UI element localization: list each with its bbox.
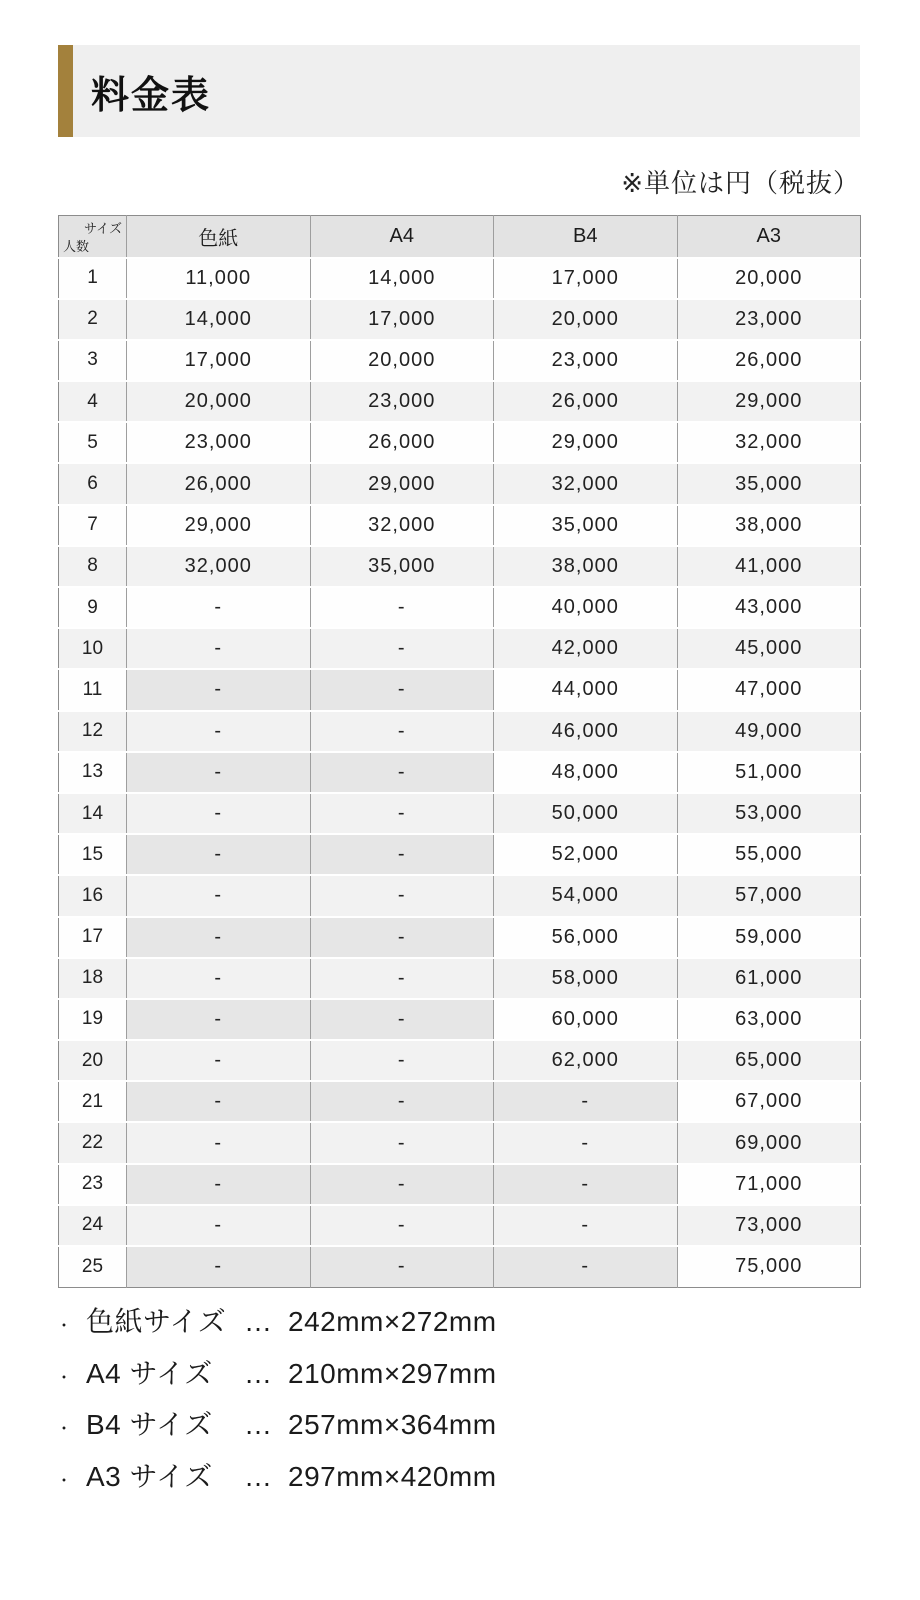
price-cell: 26,000 (310, 422, 494, 463)
table-row (59, 505, 861, 546)
table-row (59, 546, 861, 587)
row-number: 6 (59, 463, 127, 504)
row-number: 2 (59, 299, 127, 340)
price-cell: 47,000 (677, 669, 861, 710)
table-row (59, 587, 861, 628)
row-number: 10 (59, 628, 127, 669)
price-cell: 52,000 (494, 834, 678, 875)
price-cell: 38,000 (494, 546, 678, 587)
column-header-a3: A3 (677, 216, 861, 258)
price-cell: 14,000 (310, 258, 494, 299)
table-row (59, 958, 861, 999)
price-cell-empty: - (310, 875, 494, 916)
row-number: 5 (59, 422, 127, 463)
price-cell: 54,000 (494, 875, 678, 916)
bullet-icon: ・ (56, 1472, 73, 1490)
price-cell-empty: - (127, 587, 311, 628)
price-cell: 65,000 (677, 1040, 861, 1081)
price-cell: 14,000 (127, 299, 311, 340)
footnote-value: 257mm×364mm (288, 1409, 497, 1440)
price-cell-empty: - (310, 834, 494, 875)
price-cell-empty: - (310, 1040, 494, 1081)
price-cell: 60,000 (494, 999, 678, 1040)
unit-note: ※単位は円（税抜） (621, 168, 860, 198)
price-cell-empty: - (310, 917, 494, 958)
row-number: 19 (59, 999, 127, 1040)
row-number: 15 (59, 834, 127, 875)
column-header-b4: B4 (494, 216, 678, 258)
row-number: 14 (59, 793, 127, 834)
price-cell-empty: - (494, 1081, 678, 1122)
price-cell: 42,000 (494, 628, 678, 669)
price-cell: 20,000 (127, 381, 311, 422)
price-cell: 63,000 (677, 999, 861, 1040)
price-cell-empty: - (127, 1205, 311, 1246)
price-cell: 20,000 (494, 299, 678, 340)
price-cell: 35,000 (310, 546, 494, 587)
column-header-shikishi: 色紙 (127, 216, 311, 258)
price-cell: 50,000 (494, 793, 678, 834)
price-cell-empty: - (494, 1246, 678, 1287)
price-cell: 29,000 (677, 381, 861, 422)
footnote-dots: … (244, 1357, 272, 1389)
price-cell-empty: - (310, 669, 494, 710)
price-cell-empty: - (310, 999, 494, 1040)
bullet-icon: ・ (56, 1421, 73, 1438)
footnote-a4 (56, 1352, 876, 1404)
price-cell-empty: - (127, 1122, 311, 1163)
price-cell-empty: - (494, 1205, 678, 1246)
price-cell: 59,000 (677, 917, 861, 958)
corner-cell (59, 216, 127, 258)
price-cell: 26,000 (677, 340, 861, 381)
price-cell: 20,000 (677, 258, 861, 299)
table-row (59, 917, 861, 958)
table-row (59, 463, 861, 504)
price-cell-empty: - (310, 752, 494, 793)
row-number: 13 (59, 752, 127, 793)
price-cell: 38,000 (677, 505, 861, 546)
price-cell: 29,000 (494, 422, 678, 463)
price-cell: 26,000 (127, 463, 311, 504)
row-number: 16 (59, 875, 127, 916)
footnote-dots: … (244, 1460, 272, 1492)
price-cell-empty: - (310, 1205, 494, 1246)
footnote-label: B4 サイズ (86, 1409, 213, 1440)
price-cell: 35,000 (677, 463, 861, 504)
price-cell-empty: - (310, 711, 494, 752)
price-cell: 46,000 (494, 711, 678, 752)
table-header-row (59, 216, 861, 258)
price-cell: 44,000 (494, 669, 678, 710)
footnote-b4 (56, 1403, 876, 1455)
price-cell: 23,000 (494, 340, 678, 381)
table-row (59, 1040, 861, 1081)
table-row (59, 340, 861, 381)
table-row (59, 1164, 861, 1205)
price-cell-empty: - (127, 1164, 311, 1205)
table-row (59, 999, 861, 1040)
price-cell: 23,000 (127, 422, 311, 463)
price-cell-empty: - (127, 752, 311, 793)
row-number: 4 (59, 381, 127, 422)
price-cell-empty: - (127, 958, 311, 999)
footnote-a3 (56, 1455, 876, 1507)
price-cell-empty: - (127, 1081, 311, 1122)
price-cell: 20,000 (310, 340, 494, 381)
row-number: 21 (59, 1081, 127, 1122)
price-cell: 41,000 (677, 546, 861, 587)
price-cell: 32,000 (677, 422, 861, 463)
price-cell-empty: - (494, 1122, 678, 1163)
price-cell: 69,000 (677, 1122, 861, 1163)
price-cell-empty: - (310, 1081, 494, 1122)
price-cell: 40,000 (494, 587, 678, 628)
price-cell: 53,000 (677, 793, 861, 834)
price-cell: 51,000 (677, 752, 861, 793)
table-row (59, 834, 861, 875)
page-title: 料金表 (91, 74, 212, 117)
row-number: 7 (59, 505, 127, 546)
footnote-dots: … (244, 1306, 272, 1337)
column-header-a4: A4 (310, 216, 494, 258)
price-cell-empty: - (127, 1040, 311, 1081)
price-cell-empty: - (310, 587, 494, 628)
price-cell: 26,000 (494, 381, 678, 422)
footnote-dots: … (244, 1409, 272, 1440)
table-row (59, 299, 861, 340)
price-cell: 61,000 (677, 958, 861, 999)
price-cell: 67,000 (677, 1081, 861, 1122)
row-number: 18 (59, 958, 127, 999)
row-number: 17 (59, 917, 127, 958)
price-cell: 17,000 (494, 258, 678, 299)
price-cell: 75,000 (677, 1246, 861, 1287)
table-row (59, 1205, 861, 1246)
price-cell-empty: - (127, 1246, 311, 1287)
row-number: 25 (59, 1246, 127, 1287)
row-number: 24 (59, 1205, 127, 1246)
bullet-icon: ・ (56, 1369, 73, 1387)
table-row (59, 752, 861, 793)
price-cell: 17,000 (310, 299, 494, 340)
row-number: 11 (59, 669, 127, 710)
price-cell: 32,000 (494, 463, 678, 504)
table-row (59, 628, 861, 669)
row-number: 3 (59, 340, 127, 381)
price-cell: 62,000 (494, 1040, 678, 1081)
price-cell: 57,000 (677, 875, 861, 916)
footnote-value: 242mm×272mm (288, 1306, 497, 1337)
row-number: 22 (59, 1122, 127, 1163)
price-cell-empty: - (127, 711, 311, 752)
price-cell: 55,000 (677, 834, 861, 875)
price-cell-empty: - (310, 1164, 494, 1205)
footnote-label: A3 サイズ (86, 1460, 213, 1492)
price-cell: 35,000 (494, 505, 678, 546)
table-row (59, 381, 861, 422)
row-number: 12 (59, 711, 127, 752)
bullet-icon: ・ (56, 1318, 73, 1335)
price-cell: 43,000 (677, 587, 861, 628)
price-cell: 58,000 (494, 958, 678, 999)
footnote-label: 色紙サイズ (86, 1306, 227, 1337)
row-number: 9 (59, 587, 127, 628)
table-row (59, 258, 861, 299)
price-cell-empty: - (127, 917, 311, 958)
table-row (59, 422, 861, 463)
price-cell: 23,000 (310, 381, 494, 422)
price-cell-empty: - (127, 628, 311, 669)
price-cell-empty: - (310, 1246, 494, 1287)
table-row (59, 1081, 861, 1122)
price-cell: 71,000 (677, 1164, 861, 1205)
accent-bar (58, 45, 73, 137)
price-cell: 45,000 (677, 628, 861, 669)
price-cell: 49,000 (677, 711, 861, 752)
price-cell: 23,000 (677, 299, 861, 340)
price-cell-empty: - (310, 958, 494, 999)
price-cell: 17,000 (127, 340, 311, 381)
price-cell: 32,000 (310, 505, 494, 546)
price-cell-empty: - (127, 793, 311, 834)
price-cell-empty: - (310, 1122, 494, 1163)
table-row (59, 669, 861, 710)
price-cell: 29,000 (127, 505, 311, 546)
price-cell: 56,000 (494, 917, 678, 958)
row-number: 23 (59, 1164, 127, 1205)
footnote-label: A4 サイズ (86, 1357, 213, 1389)
price-cell: 11,000 (127, 258, 311, 299)
price-cell: 29,000 (310, 463, 494, 504)
size-footnotes (56, 1300, 876, 1506)
corner-people-label: 人数 (63, 238, 90, 254)
price-cell: 32,000 (127, 546, 311, 587)
price-cell-empty: - (127, 875, 311, 916)
price-cell-empty: - (310, 793, 494, 834)
corner-size-label: サイズ (84, 221, 122, 236)
row-number: 1 (59, 258, 127, 299)
price-cell-empty: - (494, 1164, 678, 1205)
price-cell-empty: - (127, 834, 311, 875)
table-row (59, 875, 861, 916)
footnote-shikishi (56, 1300, 876, 1352)
footnote-value: 297mm×420mm (288, 1460, 497, 1492)
row-number: 20 (59, 1040, 127, 1081)
row-number: 8 (59, 546, 127, 587)
table-row (59, 711, 861, 752)
footnote-value: 210mm×297mm (288, 1357, 497, 1389)
page-header-banner (58, 45, 860, 137)
table-row (59, 1122, 861, 1163)
price-cell: 73,000 (677, 1205, 861, 1246)
price-table (58, 215, 861, 1288)
table-row (59, 1246, 861, 1287)
price-cell: 48,000 (494, 752, 678, 793)
price-cell-empty: - (127, 999, 311, 1040)
price-cell-empty: - (127, 669, 311, 710)
price-cell-empty: - (310, 628, 494, 669)
table-row (59, 793, 861, 834)
